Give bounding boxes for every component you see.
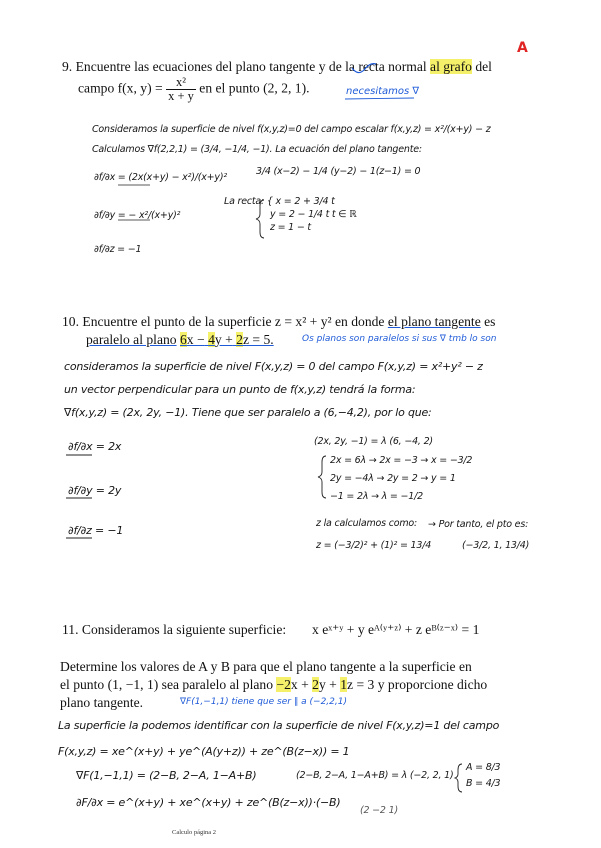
problem-9-text-c: de la recta normal [328,59,427,74]
p10-hl-1: 6 [180,332,187,347]
p11-eq-c: z = 3 y proporcione dicho [347,677,488,692]
problem-9-number: 9. [62,59,73,74]
hw-9-line-1: Consideramos la superficie de nivel f(x,y,z)=0 del campo escalar f(x,y,z) = x²/(x+y) − z [92,124,491,135]
hw-11-dfdx: ∂F/∂x = e^(x+y) + xe^(x+y) + ze^(B(z−x))·(−B) [76,796,341,809]
hw-10-dfdz: ∂f/∂z = −1 [68,524,124,537]
hw-brace-11 [455,764,462,792]
p11-hl-3: 1 [340,677,348,692]
hw-10-sys-1: 2x = 6λ → 2x = −3 → x = −3/2 [330,455,473,466]
hw-9-line-2: Calculamos ∇f(2,2,1) = (3/4, −1/4, −1). La ecuación del plano tangente: [92,144,422,155]
hw-brace-10 [318,456,326,498]
hw-10-conclusion: → Por tanto, el pto es: [428,519,529,530]
annotation-note-10: Os planos son paralelos si sus ∇ tmb lo son [302,334,497,344]
problem-11-number: 11. [62,622,79,637]
annotation-note-9: necesitamos ∇ [346,86,420,97]
problem-9-field: campo f(x, y) = [78,80,163,96]
hw-10-sys-3: −1 = 2λ → λ = −1/2 [330,491,423,502]
hw-9-line-y: y = 2 − 1/4 t t ∈ ℝ [270,209,357,220]
hw-10-line-2: un vector perpendicular para un punto de f(x,y,z) tendrá la forma: [64,383,416,396]
p10-eq-c: z = 5. [242,332,274,347]
hw-9-dfdz: ∂f/∂z = −1 [94,244,142,255]
hw-10-z-value: z = (−3/2)² + (1)² = 13/4 [316,540,432,551]
problem-10-number: 10. [62,314,79,329]
hw-11-line-1: La superficie la podemos identificar con la superficie de nivel F(x,y,z)=1 del campo [58,719,500,732]
hw-brace-9 [256,200,264,238]
p11-eq-a: x + [290,677,309,692]
hw-10-dfdx: ∂f/∂x = 2x [68,440,122,453]
p11-eq-b: y + [318,677,337,692]
hw-9-line-x: La recta: { x = 2 + 3/4 t [224,196,335,207]
hw-11-B: B = 4/3 [466,778,501,789]
annotation-note-11: ∇F(1,−1,1) tiene que ser ∥ a (−2,2,1) [180,697,347,707]
problem-11-intro: Consideramos la siguiente superficie: [81,622,287,637]
hw-10-point: (−3/2, 1, 13/4) [462,540,530,551]
problem-9-point: en el punto (2, 2, 1). [199,80,310,96]
blue-underline-9 [345,98,414,99]
fraction-denominator: x + y [168,89,194,103]
hw-10-dfdy: ∂f/∂y = 2y [68,484,122,497]
hw-11-lambda: (2−B, 2−A, 1−A+B) = λ (−2, 2, 1) [296,770,454,781]
problem-10-text-a: Encuentre el punto de la superficie z = x² + y² en donde [82,314,385,329]
hw-11-partial: (2 −2 1) [360,805,398,816]
p10-hl-2: 4 [208,332,215,347]
problem-10-text-b: es [484,314,496,329]
hw-9-dfdy: ∂f/∂y = − x²/(x+y)² [94,210,181,221]
problem-10-underlined: el plano tangente [387,314,481,329]
p11-hl-2: 2 [312,677,319,692]
hw-11-A: A = 8/3 [466,762,501,773]
hw-9-dfdx: ∂f/∂x = (2x(x+y) − x²)/(x+y)² [94,172,227,183]
problem-11-line-2: Determine los valores de A y B para que el plano tangente a la superficie en [60,659,472,674]
fraction-numerator: x² [166,76,196,90]
hw-11-grad: ∇F(1,−1,1) = (2−B, 2−A, 1−A+B) [76,769,257,782]
hw-10-line-1: consideramos la superficie de nivel F(x,y,z) = 0 del campo F(x,y,z) = x²+y² − z [64,360,483,373]
p10-eq-b: y + [214,332,233,347]
problem-11-text-a: el punto (1, −1, 1) sea paralelo al plano [60,677,274,692]
page-footer: Calculo página 2 [172,829,217,836]
problem-9-text-d: del [475,59,492,74]
hw-10-lambda: (2x, 2y, −1) = λ (6, −4, 2) [314,436,433,447]
p10-hl-3: 2 [236,332,243,347]
p10-eq-a: x − [186,332,205,347]
annotation-a-mark: A [517,40,528,56]
problem-11-line-4: plano tangente. [60,695,144,710]
problem-10-parallel-text: paralelo al plano [86,332,177,347]
hw-11-line-2: F(x,y,z) = xe^(x+y) + ye^(A(y+z)) + ze^(B(z−x)) = 1 [58,745,350,758]
hw-9-plane: 3/4 (x−2) − 1/4 (y−2) − 1(z−1) = 0 [256,166,421,177]
blue-check-stroke [352,64,376,73]
hw-10-z-calc: z la calculamos como: [316,518,418,529]
p11-hl-1: −2 [276,677,291,692]
hw-10-line-3: ∇f(x,y,z) = (2x, 2y, −1). Tiene que ser paralelo a (6,−4,2), por lo que: [64,406,432,419]
problem-9-highlight: al grafo [430,59,472,74]
hw-9-line-z: z = 1 − t [270,222,311,233]
hw-10-sys-2: 2y = −4λ → 2y = 2 → y = 1 [330,473,456,484]
problem-9-text-b: y [318,59,326,74]
problem-11-formula: x eˣ⁺ʸ + y eᴬ⁽ʸ⁺ᶻ⁾ + z eᴮ⁽ᶻ⁻ˣ⁾ = 1 [312,622,480,637]
problem-9-text-a: Encuentre las ecuaciones del plano tangente [75,59,316,74]
